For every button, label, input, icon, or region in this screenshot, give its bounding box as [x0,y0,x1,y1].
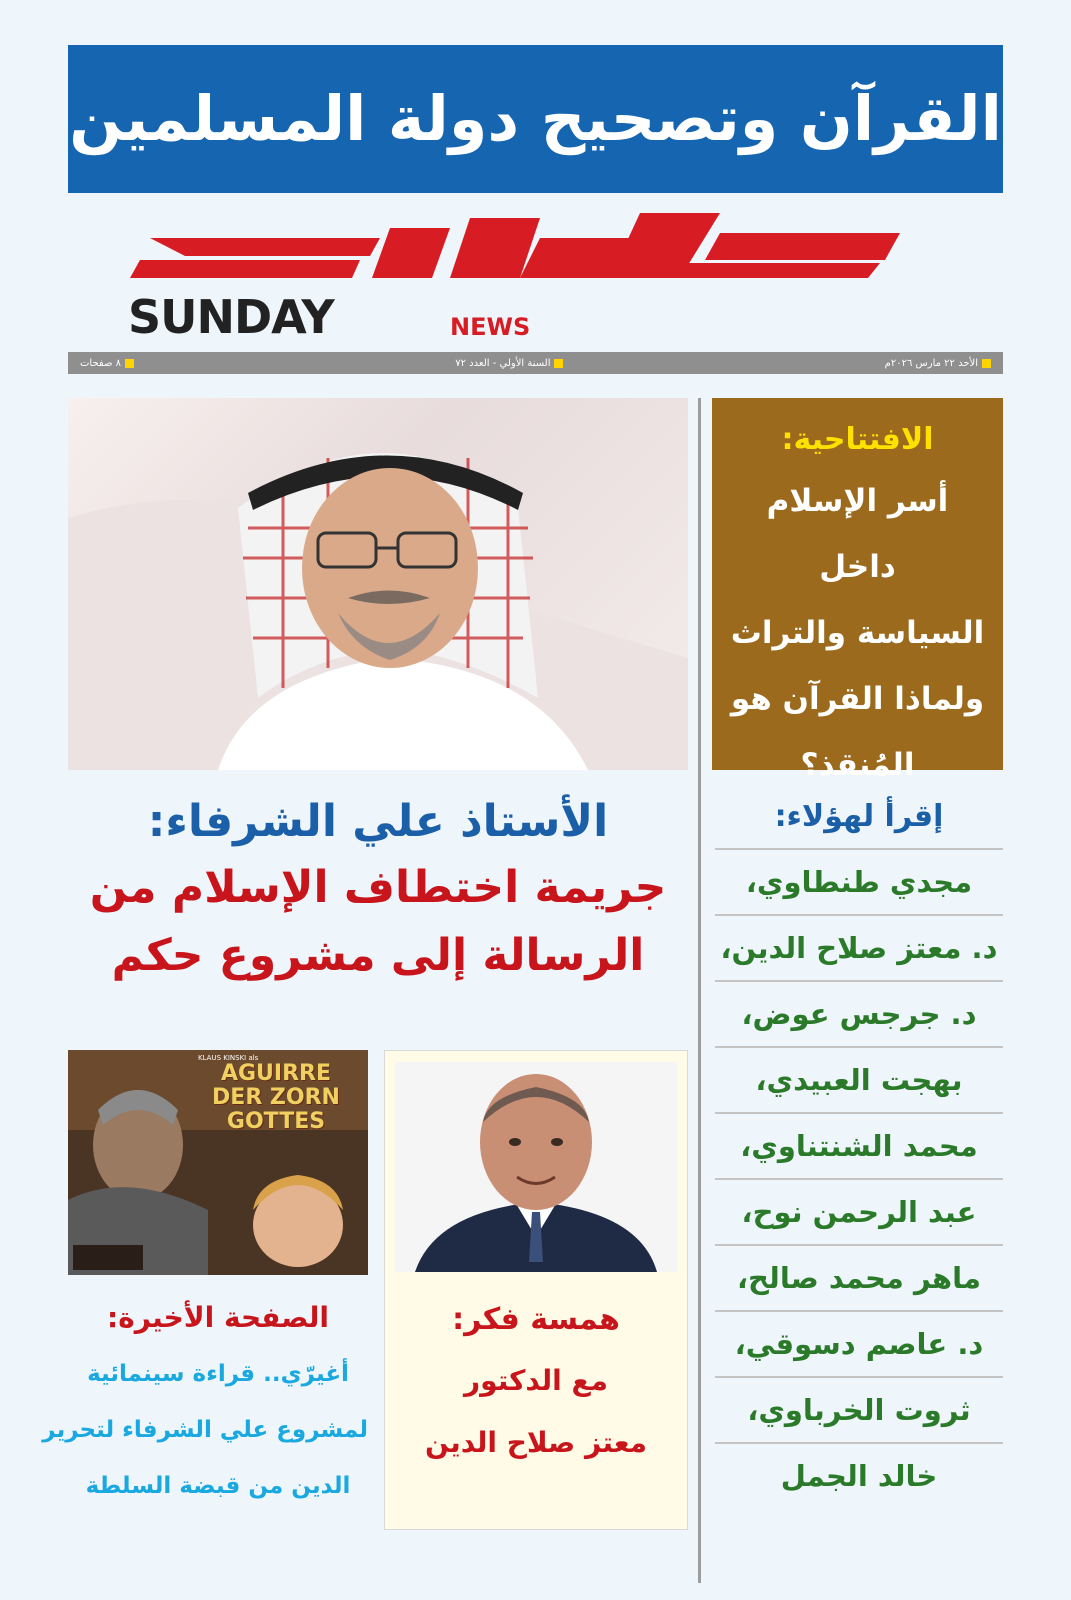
list-item: مجدي طنطاوي، [715,850,1003,916]
poster-title [186,1062,366,1134]
issue-date: الأحد ٢٢ مارس ٢٠٢٦م [884,357,978,369]
list-item: محمد الشنتناوي، [715,1114,1003,1180]
list-item: عبد الرحمن نوح، [715,1180,1003,1246]
editorial-line: المُنقذ؟ [800,747,915,783]
editorial-text [726,468,989,798]
list-item: ماهر محمد صالح، [715,1246,1003,1312]
banner-headline: القرآن وتصحيح دولة المسلمين [69,82,1002,155]
list-item: ثروت الخرباوي، [715,1378,1003,1444]
column-divider [698,398,701,1583]
logo-sunday: SUNDAY [128,290,334,344]
main-story-headline [68,790,688,990]
doctor-illustration [395,1062,677,1272]
masthead-logo [120,198,920,298]
last-page-line: أغيرّي.. قراءة سينمائية [87,1361,349,1387]
editorial-box [712,398,1003,783]
square-bullet-icon [125,359,134,368]
editorial-line: ولماذا القرآن هو [730,681,985,717]
strip-issue [455,358,563,369]
hamsa-label: همسة فكر: [452,1302,620,1337]
hamsa-text-block [384,1290,688,1474]
doctor-portrait-photo [395,1062,677,1272]
list-item: بهجت العبيدي، [715,1048,1003,1114]
poster-title-line: AGUIRRE [220,1061,332,1086]
editorial-line: أسر الإسلام داخل [766,483,949,585]
list-item: خالد الجمل [780,1459,938,1493]
poster-actor: KLAUS KINSKI als [198,1054,259,1062]
last-page-block [42,1290,368,1514]
strip-pages [80,358,134,369]
last-page-label: الصفحة الأخيرة: [107,1301,329,1334]
portrait-illustration [68,398,688,770]
square-bullet-icon [982,359,991,368]
list-item: د. معتز صلاح الدين، [715,916,1003,982]
main-story-line: جريمة اختطاف الإسلام من [89,862,667,913]
hamsa-line: مع الدكتور [464,1364,608,1397]
last-page-line: الدين من قبضة السلطة [85,1473,351,1499]
editorial-line: السياسة والتراث [730,615,985,651]
poster-title-line: DER ZORN [212,1085,340,1110]
headline-banner [68,45,1003,193]
main-story-kicker: الأستاذ علي الشرفاء: [147,796,609,847]
logo-news: NEWS [450,313,531,341]
issue-info-strip [68,352,1003,374]
list-item: د. عاصم دسوقي، [715,1312,1003,1378]
read-these-list [715,792,1003,1508]
issue-number: السنة الأولي - العدد ٧٢ [455,357,551,369]
page-count: ٨ صفحات [80,357,122,369]
film-poster-image [68,1050,368,1275]
main-story-line: الرسالة إلى مشروع حكم [111,930,645,981]
editorial-label: الافتتاحية: [781,422,934,457]
hamsa-line: معتز صلاح الدين [425,1426,647,1459]
last-page-line: لمشروع علي الشرفاء لتحرير [42,1417,368,1443]
square-bullet-icon [554,359,563,368]
poster-title-line: GOTTES [226,1109,326,1134]
main-portrait-photo [68,398,688,770]
strip-date [885,358,991,369]
list-item: د. جرجس عوض، [715,982,1003,1048]
read-list-label: إقرأ لهؤلاء: [715,792,1003,850]
